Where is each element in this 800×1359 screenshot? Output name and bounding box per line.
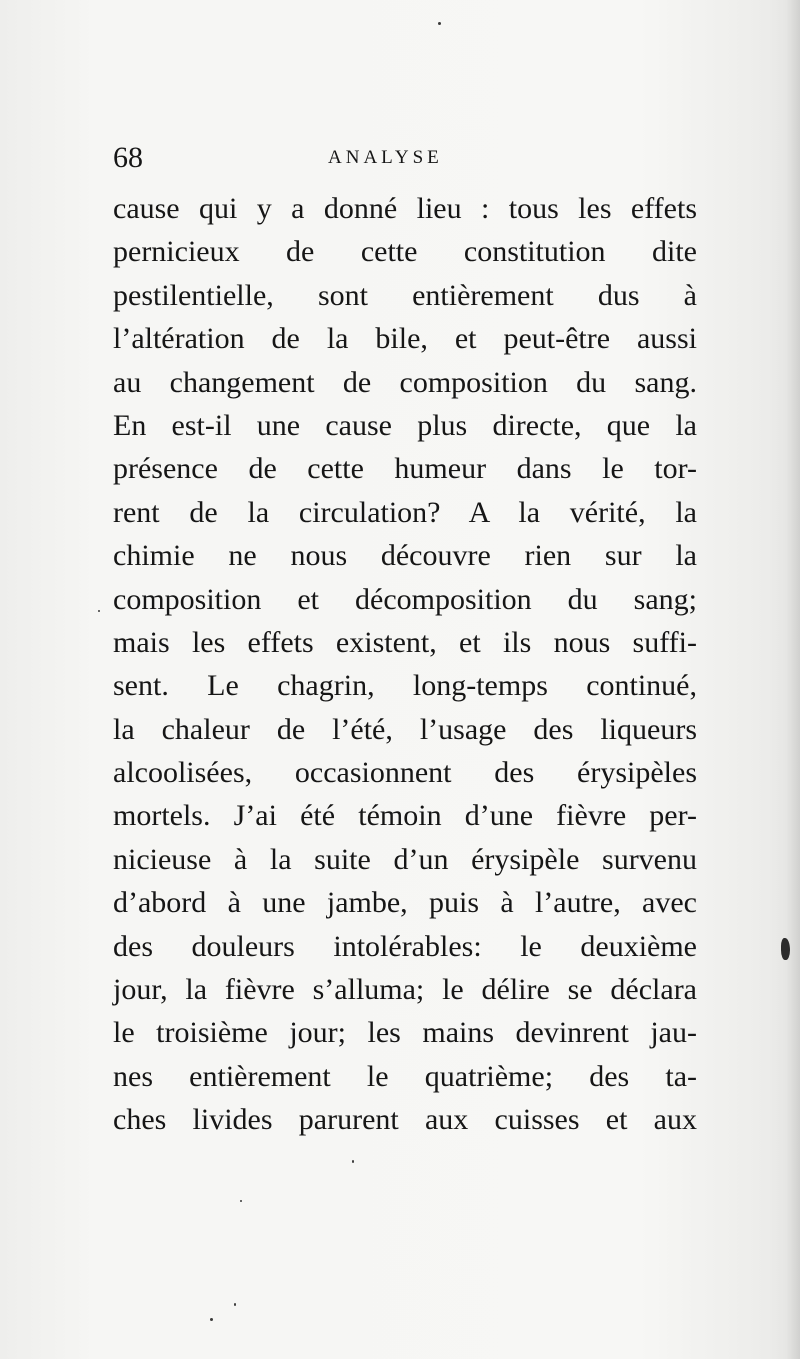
text-line: nes entièrement le quatrième; des ta- bbox=[113, 1059, 697, 1093]
page-number: 68 bbox=[113, 141, 143, 174]
text-line: chimie ne nous découvre rien sur la bbox=[113, 539, 697, 573]
page-edge-shadow bbox=[786, 0, 800, 1359]
text-line: l’altération de la bile, et peut-être aussi bbox=[113, 322, 697, 356]
text-line: pestilentielle, sont entièrement dus à bbox=[113, 278, 697, 312]
speck bbox=[438, 22, 441, 25]
running-head bbox=[113, 138, 703, 178]
text-line: sent. Le chagrin, long-temps continué, bbox=[113, 669, 697, 703]
speck bbox=[234, 1303, 236, 1306]
text-line: composition et décomposition du sang; bbox=[113, 582, 697, 616]
text-line: ches livides parurent aux cuisses et aux bbox=[113, 1103, 697, 1137]
speck bbox=[98, 610, 100, 612]
text-line: En est-il une cause plus directe, que la bbox=[113, 408, 697, 442]
text-line: cause qui y a donné lieu : tous les effets bbox=[113, 192, 697, 225]
text-line: la chaleur de l’été, l’usage des liqueurs bbox=[113, 712, 697, 746]
speck bbox=[240, 1200, 242, 1202]
text-line: pernicieux de cette constitution dite bbox=[113, 235, 697, 269]
ink-blot bbox=[781, 938, 790, 960]
body-text bbox=[113, 187, 697, 1142]
text-line: présence de cette humeur dans le tor- bbox=[113, 452, 697, 486]
text-line: mortels. J’ai été témoin d’une fièvre per- bbox=[113, 799, 697, 833]
text-line: d’abord à une jambe, puis à l’autre, avec bbox=[113, 886, 697, 920]
text-line: des douleurs intolérables: le deuxième bbox=[113, 929, 697, 963]
text-line: mais les effets existent, et ils nous suffi- bbox=[113, 625, 697, 659]
speck bbox=[210, 1318, 213, 1321]
text-line: rent de la circulation? A la vérité, la bbox=[113, 495, 697, 529]
speck bbox=[352, 1160, 354, 1163]
text-line: au changement de composition du sang. bbox=[113, 365, 697, 399]
text-line: jour, la fièvre s’alluma; le délire se déclara bbox=[113, 973, 697, 1007]
text-line: le troisième jour; les mains devinrent jau- bbox=[113, 1016, 697, 1050]
text-line: alcoolisées, occasionnent des érysipèles bbox=[113, 756, 697, 790]
running-title: ANALYSE bbox=[328, 147, 443, 168]
text-line: nicieuse à la suite d’un érysipèle survenu bbox=[113, 842, 697, 876]
